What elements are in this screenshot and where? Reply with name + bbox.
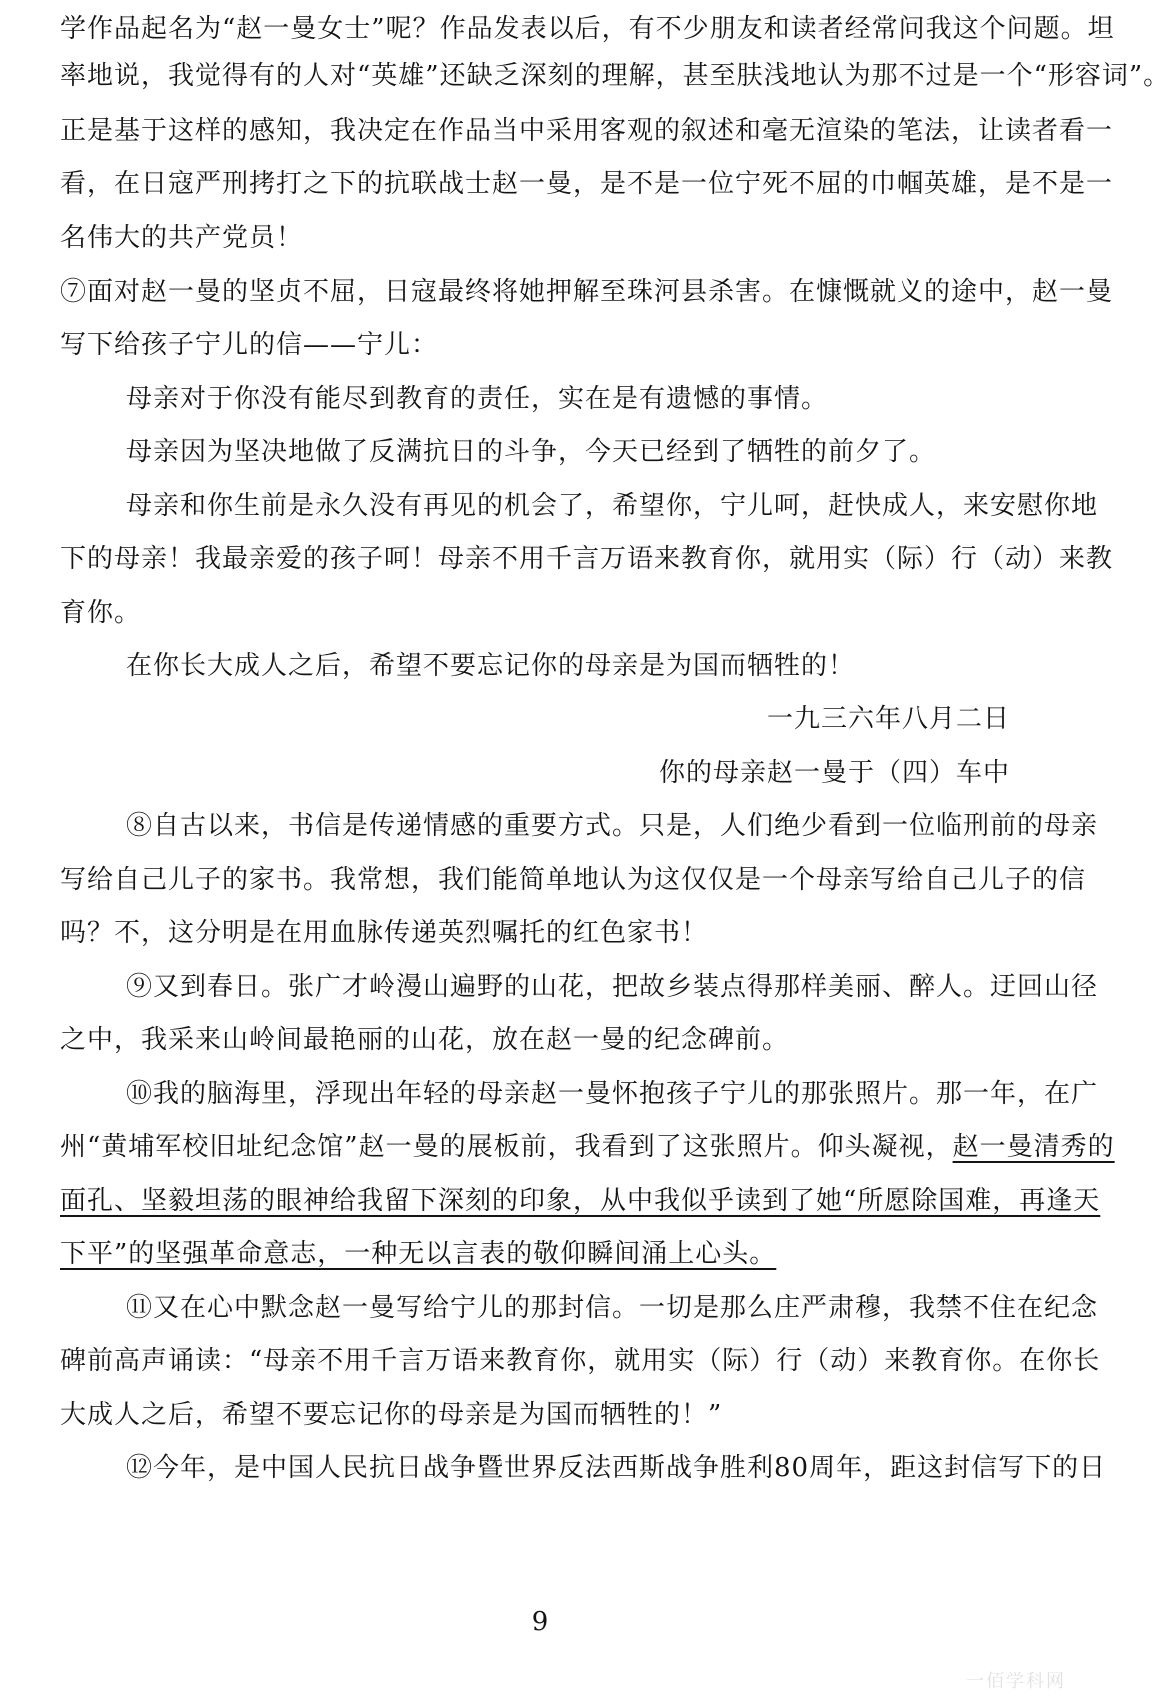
text-line: 看，在日寇严刑拷打之下的抗联战士赵一曼，是不是一位宁死不屈的巾帼英雄，是不是一 [60,169,1114,199]
underlined-line: 下平”的坚强革命意志，一种无以言表的敬仰瞬间涌上心头。 [60,1239,777,1269]
text-line: ⑧自古以来，书信是传递情感的重要方式。只是，人们绝少看到一位临刑前的母亲 [126,811,1099,841]
text-line: ⑫今年，是中国人民抗日战争暨世界反法西斯战争胜利80周年，距这封信写下的日 [126,1453,1107,1483]
text-line: 写给自己儿子的家书。我常想，我们能简单地认为这仅仅是一个母亲写给自己儿子的信 [60,865,1087,895]
text-line: 写下给孩子宁儿的信——宁儿： [60,330,439,360]
letter-line: 下的母亲！我最亲爱的孩子呵！母亲不用千言万语来教育你，就用实（际）行（动）来教 [60,544,1114,574]
text-line: ⑨又到春日。张广才岭漫山遍野的山花，把故乡装点得那样美丽、醉人。迂回山径 [126,972,1099,1002]
text-line: ⑪又在心中默念赵一曼写给宁儿的那封信。一切是那么庄严肃穆，我禁不住在纪念 [126,1293,1099,1323]
text-line [60,1127,1115,1167]
text-line: 之中，我采来山岭间最艳丽的山花，放在赵一曼的纪念碑前。 [60,1025,790,1055]
letter-date: 一九三六年八月二日 [766,704,1010,734]
page-number: 9 [531,1607,549,1637]
letter-line: 母亲和你生前是永久没有再见的机会了，希望你，宁儿呵，赶快成人，来安慰你地 [126,491,1099,521]
underlined-text: 赵一曼清秀的 [952,1132,1115,1162]
letter-line: 母亲因为坚决地做了反满抗日的斗争，今天已经到了牺牲的前夕了。 [126,437,937,467]
text-line: ⑩我的脑海里，浮现出年轻的母亲赵一曼怀抱孩子宁儿的那张照片。那一年，在广 [126,1079,1099,1109]
letter-line: 母亲对于你没有能尽到教育的责任，实在是有遗憾的事情。 [126,384,829,414]
text-line: 吗？不，这分明是在用血脉传递英烈嘱托的红色家书！ [60,918,709,948]
text-line: 名伟大的共产党员！ [60,223,304,253]
watermark: 一佰学科网 [966,1671,1066,1692]
letter-signature: 你的母亲赵一曼于（四）车中 [658,758,1010,788]
text-line: 学作品起名为“赵一曼女士”呢？作品发表以后，有不少朋友和读者经常问我这个问题。坦 [60,14,1115,44]
letter-line: 育你。 [60,598,142,628]
text-line: 正是基于这样的感知，我决定在作品当中采用客观的叙述和毫无渲染的笔法，让读者看一 [60,116,1114,146]
text-segment: 州“黄埔军校旧址纪念馆”赵一曼的展板前，我看到了这张照片。仰头凝视， [60,1132,953,1162]
text-line: 碑前高声诵读：“母亲不用千言万语来教育你，就用实（际）行（动）来教育你。在你长 [60,1346,1101,1376]
letter-line: 在你长大成人之后，希望不要忘记你的母亲是为国而牺牲的！ [126,651,856,681]
text-line: 大成人之后，希望不要忘记你的母亲是为国而牺牲的！” [60,1400,723,1430]
text-line: ⑦面对赵一曼的坚贞不屈，日寇最终将她押解至珠河县杀害。在慷慨就义的途中，赵一曼 [60,277,1114,307]
underlined-line: 面孔、坚毅坦荡的眼神给我留下深刻的印象，从中我似乎读到了她“所愿除国难，再逢天 [60,1186,1101,1216]
text-line: 率地说，我觉得有的人对“英雄”还缺乏深刻的理解，甚至肤浅地认为那不过是一个“形容词”。 [60,61,1170,91]
